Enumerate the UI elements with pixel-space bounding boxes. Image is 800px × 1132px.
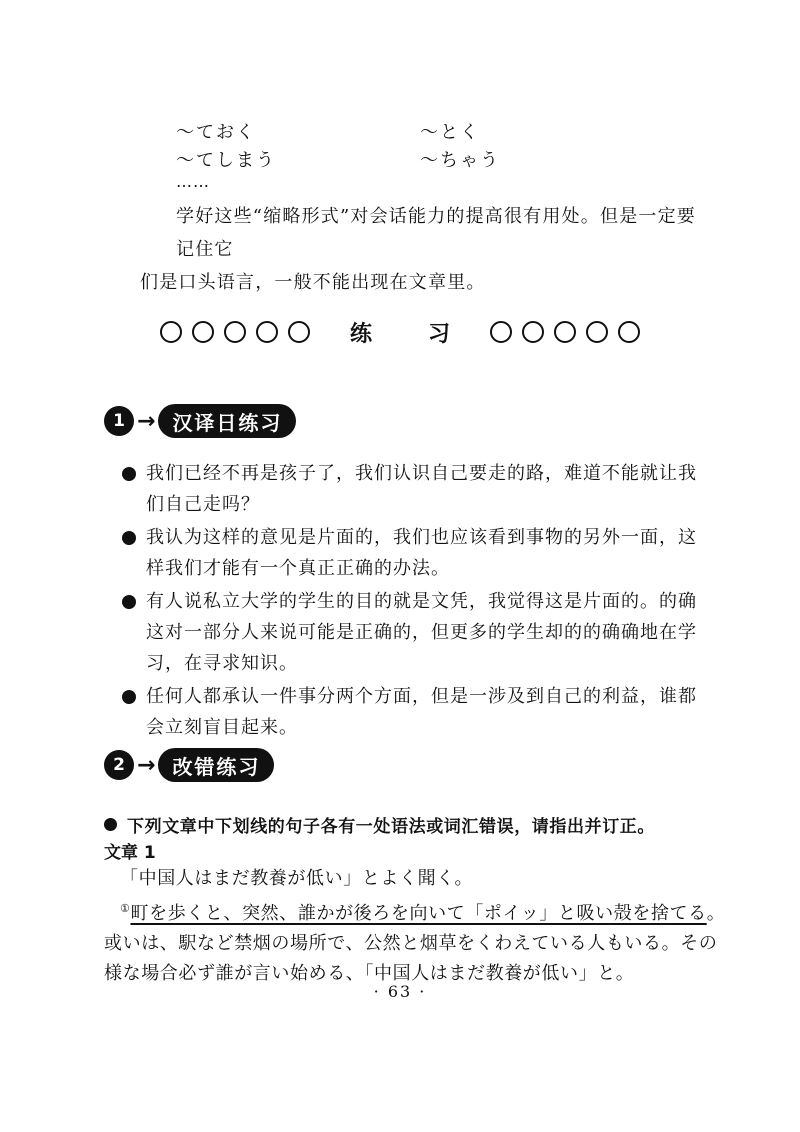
section-2-number: 2 [104,750,134,780]
article-line-3: 或いは、駅など禁烟の場所で、公然と烟草をくわえている人もいる。その [104,933,718,954]
list-item-text: 我们已经不再是孩子了，我们认识自己要走的路，难道不能就让我们自己走吗？ [146,463,697,515]
example-row-1-right [420,118,480,144]
intro-paragraph [140,200,700,299]
circle-icon [522,321,544,343]
bullet-dot-icon [122,595,136,609]
right-circles [490,321,640,343]
circle-icon [554,321,576,343]
circle-icon [586,321,608,343]
circle-icon [224,321,246,343]
intro-line-2: 们是口头语言，一般不能出现在文章里。 [140,272,486,293]
article-body [104,864,726,989]
example-row-2 [176,146,276,172]
section-2-heading [104,748,274,782]
underlined-sentence: 町を歩くと、突然、誰かが後ろを向いて「ポイッ」と吸い殻を捨てる [130,903,707,924]
bullet-dot-icon [122,690,136,704]
article-line-1: 「中国人はまだ教養が低い」とよく聞く。 [120,868,474,889]
intro-line-1: 学好这些“缩略形式”对会话能力的提高很有用处。但是一定要记住它 [176,206,697,260]
arrow-right-icon: → [137,752,156,778]
practice-title-char-1: 练 [349,321,372,347]
list-item [122,458,708,520]
section-2-instruction [104,812,724,837]
bullet-dot-icon [122,467,136,481]
list-item [122,586,708,679]
list-item-text: 我认为这样的意见是片面的，我们也应该看到事物的另外一面，这样我们才能有一个真正正确的办法。 [146,527,697,579]
list-item-text: 任何人都承认一件事分两个方面，但是一涉及到自己的利益，谁都会立刻盲目起来。 [146,686,697,738]
bullet-dot-icon [104,818,117,831]
example-row-1 [176,118,256,144]
circle-icon [192,321,214,343]
section-1-heading [104,404,296,438]
circle-icon [256,321,278,343]
instruction-text: 下列文章中下划线的句子各有一处语法或词汇错误，请指出并订正。 [127,817,655,837]
section-1-list [122,458,708,743]
article-title: 文章 1 [104,843,156,863]
arrow-right-icon: → [137,408,156,434]
example-ellipsis: …… [176,172,210,191]
circle-icon [288,321,310,343]
list-item-text: 有人说私立大学的学生的目的就是文凭，我觉得这是片面的。的确这对一部分人来说可能是正确的，但更多的学生却的的确确地在学习，在寻求知识。 [146,591,697,674]
section-1-number: 1 [104,406,134,436]
practice-title-char-2: 习 [428,321,451,347]
list-item [122,681,708,743]
section-1-title: 汉译日练习 [158,404,296,438]
list-item [122,522,708,584]
left-circles [160,321,310,343]
article-line-4: 様な場合必ず誰が言い始める、「中国人はまだ教養が低い」と。 [104,963,635,984]
circle-icon [160,321,182,343]
bullet-dot-icon [122,531,136,545]
page-number: · 63 · [373,982,427,1001]
section-2-title: 改错练习 [158,748,274,782]
footnote-marker: ① [120,902,131,915]
example-right-2: ～ちゃう [420,150,500,171]
article-line-2 [104,894,726,929]
circle-icon [618,321,640,343]
circle-icon [490,321,512,343]
example-left-2: ～てしまう [176,150,276,171]
example-right-1: ～とく [420,122,480,143]
article-line-2-end: 。 [706,903,726,924]
example-left-1: ～ておく [176,122,256,143]
practice-header [160,314,640,350]
practice-title [350,317,450,348]
example-row-2-right [420,146,500,172]
